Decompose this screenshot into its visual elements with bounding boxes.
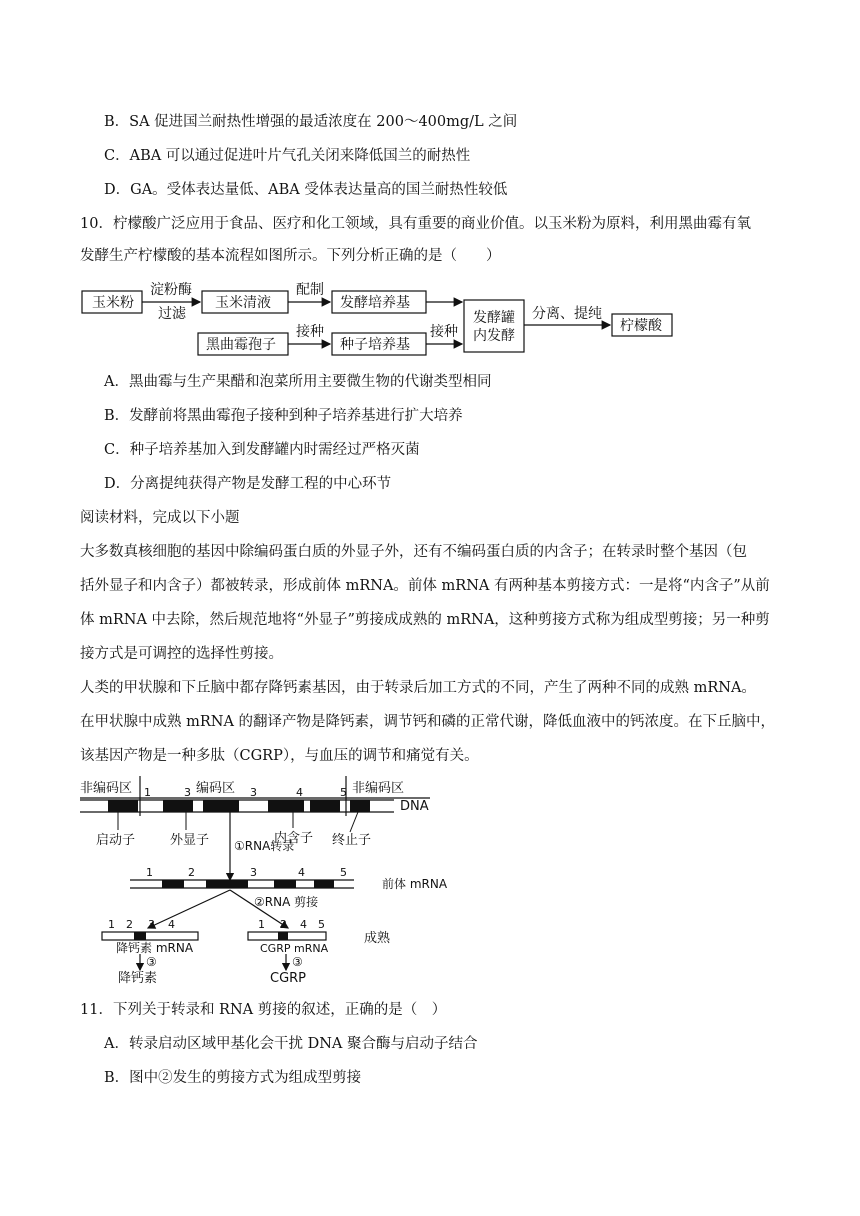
- q10-stem-line2: 发酵生产柠檬酸的基本流程如图所示。下列分析正确的是（ ）: [80, 248, 501, 264]
- m1-num-4: 4: [168, 918, 175, 931]
- m1-num-3: 3: [148, 918, 155, 931]
- label-noncoding-right: 非编码区: [352, 781, 405, 796]
- flow-inoculate-1: 接种: [296, 324, 324, 340]
- pre-num-4: 4: [298, 866, 305, 879]
- q11-option-a: A．转录启动区域甲基化会干扰 DNA 聚合酶与启动子结合: [104, 1036, 478, 1052]
- q9-option-d: D．GA。受体表达量低、ABA 受体表达量高的国兰耐热性较低: [104, 182, 508, 198]
- reading-para1-line3: 体 mRNA 中去除，然后规范地将“外显子”剪接成成熟的 mRNA，这种剪接方式称为组成型剪接；另一种剪: [80, 612, 770, 628]
- flow-filter: 过滤: [158, 306, 186, 322]
- flow-tank-line1: 发酵罐: [473, 310, 515, 326]
- m2-num-4: 4: [300, 918, 307, 931]
- reading-para1-line4: 接方式是可调控的选择性剪接。: [80, 646, 283, 662]
- label-dna: DNA: [400, 799, 429, 814]
- label-coding: 编码区: [196, 781, 236, 796]
- label-cgrp: CGRP: [270, 971, 307, 986]
- m1-num-1: 1: [108, 918, 115, 931]
- dna-num-3: 3: [184, 786, 191, 799]
- m2-num-1: 1: [258, 918, 265, 931]
- q11-stem: 11．下列关于转录和 RNA 剪接的叙述，正确的是（ ）: [80, 1002, 447, 1018]
- dna-num-1: 1: [144, 786, 151, 799]
- flow-corn-clear: 玉米清液: [215, 295, 271, 311]
- q10-option-b: B．发酵前将黑曲霉孢子接种到种子培养基进行扩大培养: [104, 408, 463, 424]
- label-promoter: 启动子: [96, 833, 136, 848]
- m2-num-2: 2: [280, 918, 287, 931]
- pre-num-2: 2: [188, 866, 195, 879]
- flow-corn-flour: 玉米粉: [92, 295, 134, 311]
- pre-mrna-introns: [162, 880, 334, 888]
- dna-segments: [108, 800, 370, 812]
- label-exon: 外显子: [170, 833, 210, 848]
- reading-intro: 阅读材料，完成以下小题: [80, 510, 240, 526]
- q10-stem-line1: 10．柠檬酸广泛应用于食品、医疗和化工领域，具有重要的商业价值。以玉米粉为原料，利用黑曲霉有氧: [80, 216, 751, 232]
- flow-ferment-medium: 发酵培养基: [340, 295, 410, 311]
- dna-num-5: 5: [340, 786, 347, 799]
- q10-option-d: D．分离提纯获得产物是发酵工程的中心环节: [104, 476, 392, 492]
- label-noncoding-left: 非编码区: [80, 781, 133, 796]
- pre-num-3: 3: [250, 866, 257, 879]
- flow-tank-line2: 内发酵: [473, 328, 515, 344]
- citric-acid-flowchart: [80, 280, 700, 362]
- label-step2: ②RNA 剪接: [254, 895, 319, 909]
- q10-option-a: A．黑曲霉与生产果醋和泡菜所用主要微生物的代谢类型相同: [104, 374, 492, 390]
- q9-option-c: C．ABA 可以通过促进叶片气孔关闭来降低国兰的耐热性: [104, 148, 471, 164]
- flow-citric: 柠檬酸: [620, 318, 662, 334]
- gene-splicing-diagram: [78, 776, 458, 986]
- dna-num-4: 4: [296, 786, 303, 799]
- pre-num-5: 5: [340, 866, 347, 879]
- label-step3a: ③: [146, 955, 157, 969]
- label-intron: 内含子: [274, 831, 314, 846]
- m2-num-5: 5: [318, 918, 325, 931]
- label-step3b: ③: [292, 955, 303, 969]
- label-terminator: 终止子: [332, 833, 372, 848]
- reading-para2-line2: 在甲状腺中成熟 mRNA 的翻译产物是降钙素，调节钙和磷的正常代谢，降低血液中的钙浓度。在下丘脑中，: [80, 714, 776, 730]
- flow-prepare: 配制: [296, 282, 324, 298]
- label-pre-mrna: 前体 mRNA: [382, 877, 448, 891]
- flow-inoculate-2: 接种: [430, 324, 458, 340]
- box-tank: [464, 300, 524, 352]
- label-calcitonin: 降钙素: [118, 971, 158, 986]
- reading-para2-line3: 该基因产物是一种多肽（CGRP），与血压的调节和痛觉有关。: [80, 748, 479, 764]
- label-step1: ①RNA转录: [234, 839, 295, 853]
- m1-num-2: 2: [126, 918, 133, 931]
- reading-para2-line1: 人类的甲状腺和下丘脑中都存降钙素基因，由于转录后加工方式的不同，产生了两种不同的成熟 mRNA。: [80, 680, 756, 696]
- pre-num-1: 1: [146, 866, 153, 879]
- q10-option-c: C．种子培养基加入到发酵罐内时需经过严格灭菌: [104, 442, 420, 458]
- flow-spores: 黑曲霉孢子: [206, 337, 276, 353]
- flow-amylase: 淀粉酶: [150, 282, 192, 298]
- label-cgrp-mrna: CGRP mRNA: [260, 942, 329, 955]
- q9-option-b: B．SA 促进国兰耐热性增强的最适浓度在 200～400mg/L 之间: [104, 114, 518, 130]
- flow-seed-medium: 种子培养基: [340, 337, 410, 353]
- reading-para1-line2: 括外显子和内含子）都被转录，形成前体 mRNA。前体 mRNA 有两种基本剪接方式：一是将“内含子”从前: [80, 578, 770, 594]
- label-mature: 成熟: [364, 931, 391, 946]
- dna-num-3b: 3: [250, 786, 257, 799]
- label-calcitonin-mrna: 降钙素 mRNA: [116, 941, 194, 955]
- reading-para1-line1: 大多数真核细胞的基因中除编码蛋白质的外显子外，还有不编码蛋白质的内含子；在转录时整个基因（包: [80, 544, 747, 560]
- q11-option-b: B．图中②发生的剪接方式为组成型剪接: [104, 1070, 362, 1086]
- flow-separate: 分离、提纯: [532, 306, 602, 322]
